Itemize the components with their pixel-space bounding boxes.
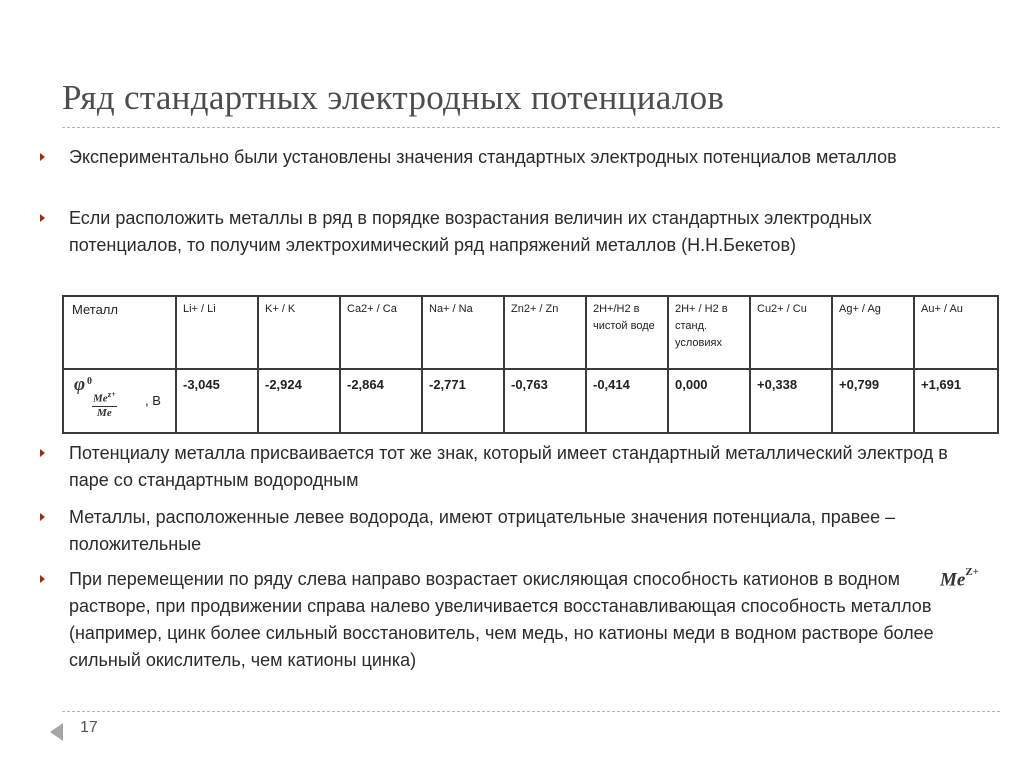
pair-name-cell: Li+ / Li [176,296,258,369]
potential-value-cell: -2,924 [258,369,340,433]
metal-header-cell: Металл [63,296,176,369]
phi-symbol: φ 0 [74,374,92,395]
phi-fraction: $Me^{z+}$ Me [93,390,116,419]
cation-symbol: $Me^{Z+}$ [940,566,979,591]
bullet-item: Металлы, расположенные левее водорода, имеют отрицательные значения потенциала, правее – положительные [69,504,989,558]
potential-value-cell: -0,414 [586,369,668,433]
table-header-row [63,296,998,369]
potential-value-cell: -3,045 [176,369,258,433]
bullet-item: Если расположить металлы в ряд в порядке возрастания величин их стандартных электродных потенциалов, то получим электрохимический ряд напряжений металлов (Н.Н.Бекетов) [69,205,969,259]
pair-name-cell: Ag+ / Ag [832,296,914,369]
potential-value-cell: +0,799 [832,369,914,433]
potential-value-cell: +0,338 [750,369,832,433]
pair-name-cell: Zn2+ / Zn [504,296,586,369]
potential-value-cell: +1,691 [914,369,998,433]
pair-name-cell: 2H+/H2 в чистой воде [586,296,668,369]
potential-value-cell: -2,864 [340,369,422,433]
pair-name-cell: Ca2+ / Ca [340,296,422,369]
potential-formula-cell [63,369,176,433]
pair-name-cell: Na+ / Na [422,296,504,369]
title-divider [62,127,1000,128]
table-values-row [63,369,998,433]
bullet-item: Потенциалу металла присваивается тот же знак, который имеет стандартный металлический электрод в паре со стандартным водородным [69,440,989,494]
bullet-item: Экспериментально были установлены значения стандартных электродных потенциалов металлов [69,144,969,171]
pair-name-cell: 2H+ / H2 в станд. условиях [668,296,750,369]
footer-divider [62,711,1000,712]
pair-name-cell: K+ / K [258,296,340,369]
bullet-item: При перемещении по ряду слева направо возрастает окисляющая способность катионов в водном растворе, при продвижении справа налево увеличивается восстанавливающая способность металлов (например, цинк более сильный восстановитель, чем медь, но катионы меди в водном растворе более сильный окислитель, чем катионы цинка) [69,566,935,674]
unit-label: , В [145,393,161,408]
pair-name-cell: Cu2+ / Cu [750,296,832,369]
potential-value-cell: -2,771 [422,369,504,433]
potential-value-cell: -0,763 [504,369,586,433]
pair-name-cell: Au+ / Au [914,296,998,369]
potential-value-cell: 0,000 [668,369,750,433]
previous-slide-arrow-icon[interactable] [50,723,63,741]
page-number: 17 [80,719,98,736]
potentials-table [62,295,999,434]
slide-title: Ряд стандартных электродных потенциалов [62,78,725,117]
